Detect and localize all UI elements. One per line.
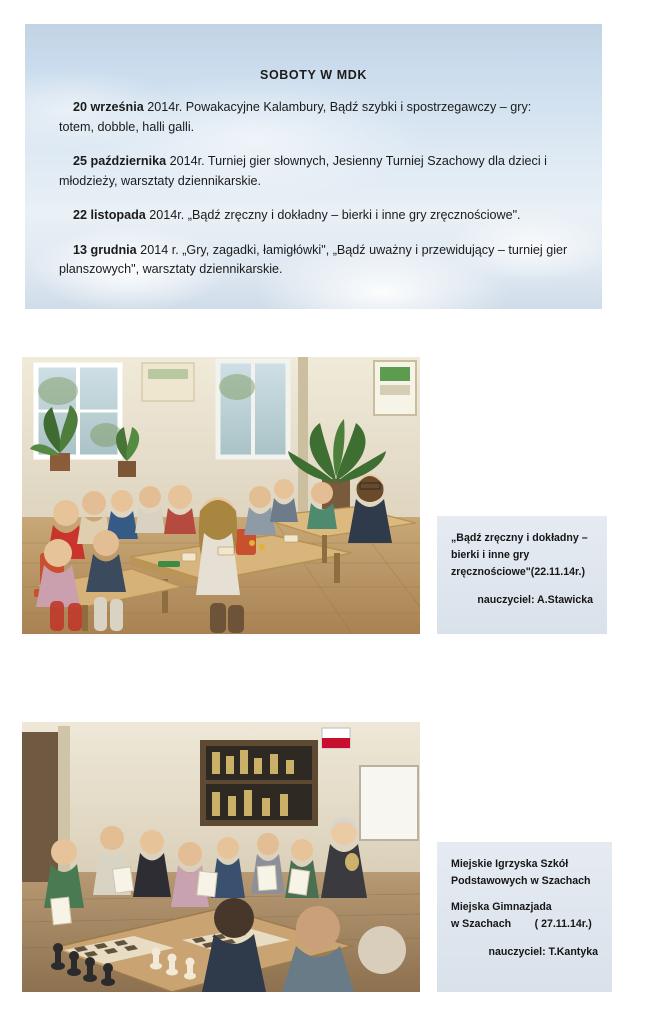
caption-line: bierki i inne gry	[451, 548, 530, 561]
announcement-item	[59, 98, 568, 137]
photo-chess-tournament-image	[22, 722, 420, 992]
announcement-item	[59, 241, 568, 280]
photo-games-workshop	[22, 357, 420, 634]
announcement-date: 22 listopada	[73, 208, 146, 223]
announcement-date: 13 grudnia	[73, 242, 137, 257]
photo-chess-tournament	[22, 722, 420, 992]
announcement-date: 20 września	[73, 100, 144, 114]
announcement-date: 25 października	[73, 154, 167, 169]
announcement-text: 2014r. „Bądź zręczny i dokładny – bierki i inne gry zręcznościowe".	[145, 208, 521, 223]
announcement-text: 2014r. Powakacyjne Kalambury, Bądź szybki i spostrzegawczy – gry: totem, dobble, halli galli.	[59, 100, 532, 134]
caption-line: zręcznościowe"(22.11.14r.)	[451, 565, 585, 578]
caption-line: w Szachach ( 27.11.14r.)	[451, 917, 592, 930]
banner-body	[59, 98, 568, 280]
announcement-text: 2014r. Turniej gier słownych, Jesienny Turniej Szachowy dla dzieci i młodzieży, warsztaty dziennikarskie.	[59, 154, 547, 188]
caption-line: Miejskie Igrzyska Szkół	[451, 858, 569, 870]
announcement-text: 2014 r. „Gry, zagadki, łamigłówki", „Bądź uważny i przewidujący – turniej gier planszowych", warsztaty dziennikarskie.	[59, 242, 568, 277]
caption-teacher: nauczyciel: T.Kantyka	[488, 945, 598, 958]
announcement-item	[59, 206, 568, 226]
caption-box-chess	[437, 842, 612, 992]
caption-line: Podstawowych w Szachach	[451, 874, 591, 887]
caption-spacer	[451, 890, 598, 899]
caption-line: „Bądź zręczny i dokładny –	[451, 532, 588, 544]
caption-box-bierki	[437, 516, 607, 634]
banner-title: SOBOTY W MDK	[260, 68, 367, 82]
caption-line: Miejska Gimnazjada	[451, 900, 552, 913]
announcement-item	[59, 152, 568, 191]
photo-games-workshop-image	[22, 357, 420, 634]
announcement-banner	[25, 24, 602, 309]
caption-teacher: nauczyciel: A.Stawicka	[477, 593, 593, 606]
